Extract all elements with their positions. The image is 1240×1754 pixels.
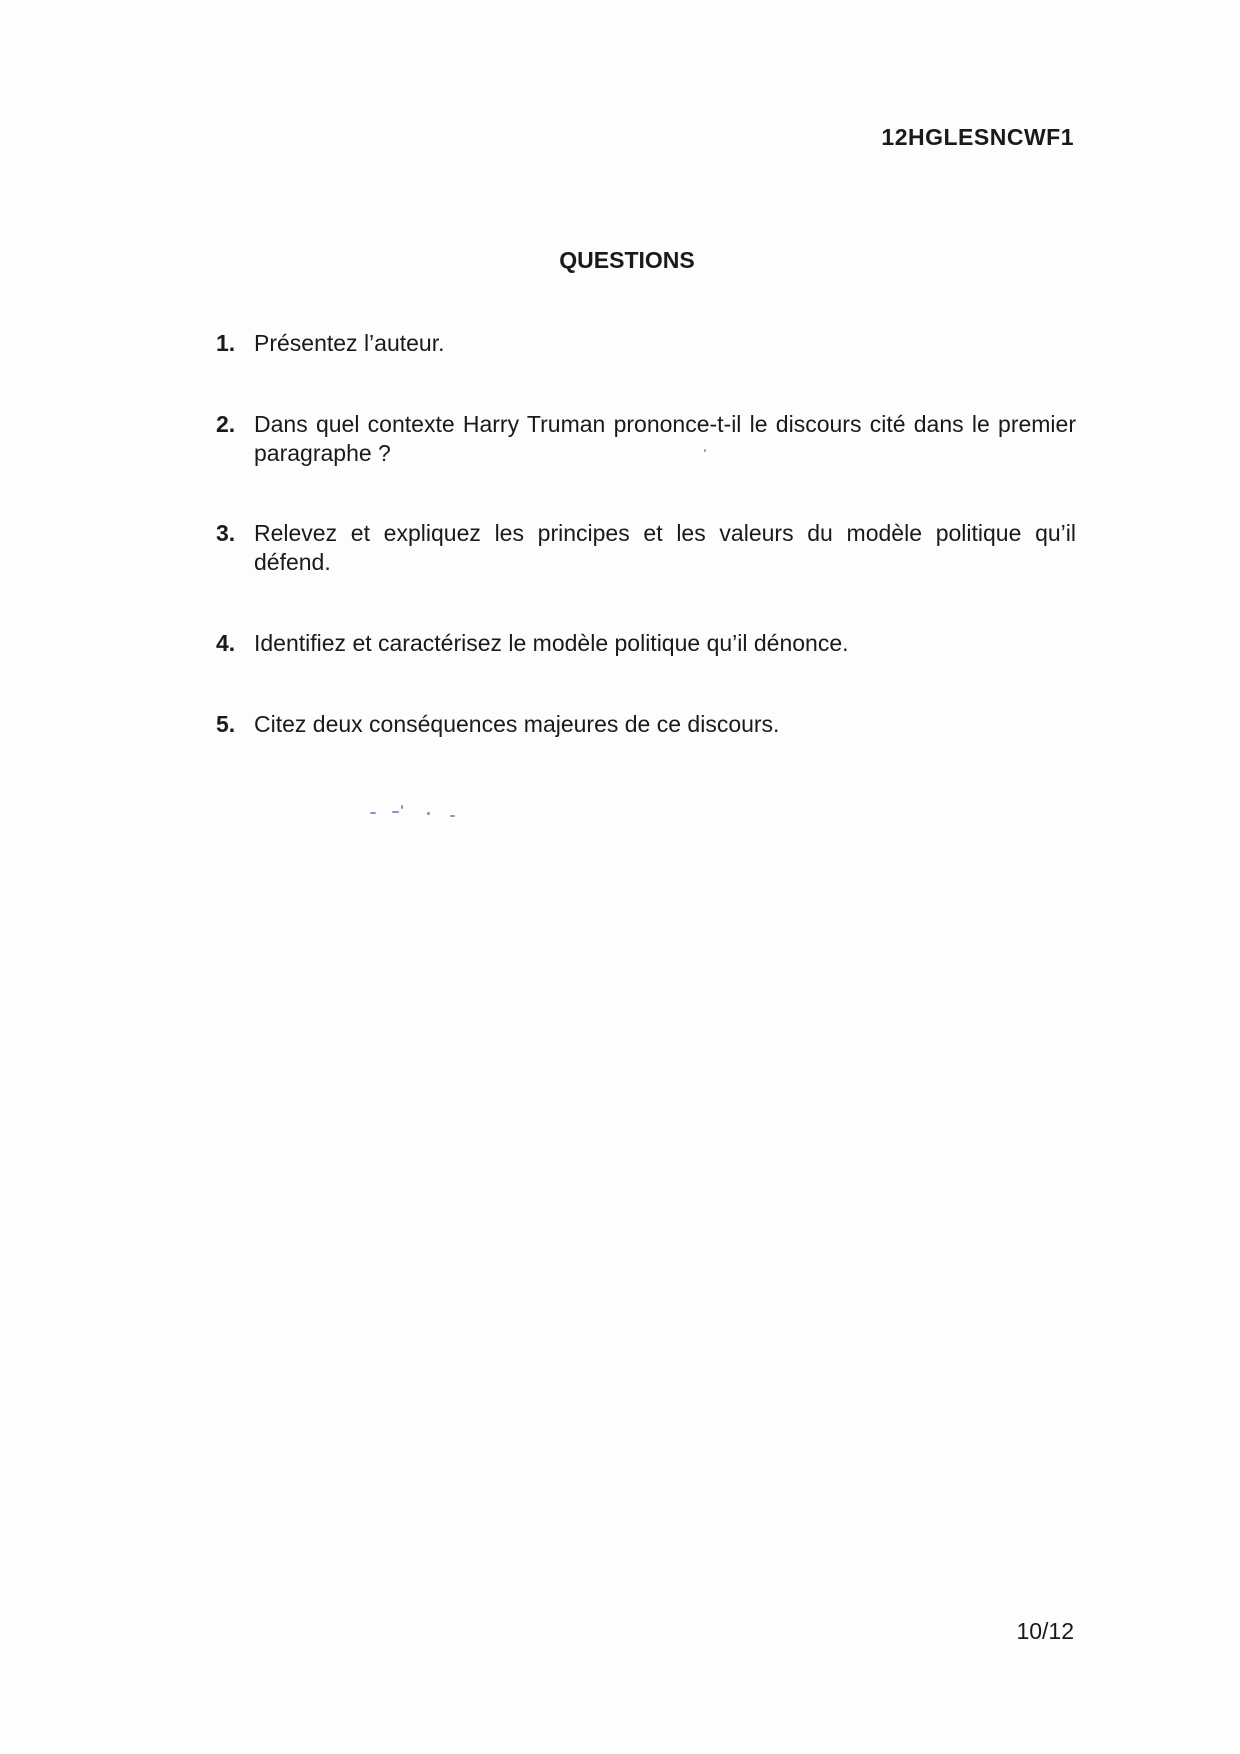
ink-speck <box>450 815 455 817</box>
question-text: Dans quel contexte Harry Truman prononce-t-il le discours cité dans le premier paragraphe ? <box>254 411 1076 466</box>
ink-speck <box>392 811 399 813</box>
question-number: 3. <box>216 520 236 546</box>
question-text: Présentez l’auteur. <box>254 330 445 356</box>
page-number: 10/12 <box>1016 1618 1074 1644</box>
page-title: QUESTIONS <box>559 247 695 273</box>
ink-speck <box>370 812 376 814</box>
question-text: Identifiez et caractérisez le modèle politique qu’il dénonce. <box>254 630 849 656</box>
ink-speck <box>401 805 403 809</box>
ink-speck <box>704 449 706 452</box>
question-item <box>216 519 1076 577</box>
question-number: 1. <box>216 330 236 356</box>
question-text: Citez deux conséquences majeures de ce discours. <box>254 711 780 737</box>
question-number: 4. <box>216 630 236 656</box>
document-code: 12HGLESNCWF1 <box>881 124 1074 150</box>
question-list <box>216 329 1076 739</box>
question-number: 5. <box>216 711 236 737</box>
question-number: 2. <box>216 411 236 437</box>
ink-speck <box>427 812 430 815</box>
question-item <box>216 629 1076 658</box>
question-text: Relevez et expliquez les principes et les valeurs du modèle politique qu’il défend. <box>254 520 1076 575</box>
question-item <box>216 329 1076 358</box>
question-item <box>216 410 1076 468</box>
question-item <box>216 710 1076 739</box>
